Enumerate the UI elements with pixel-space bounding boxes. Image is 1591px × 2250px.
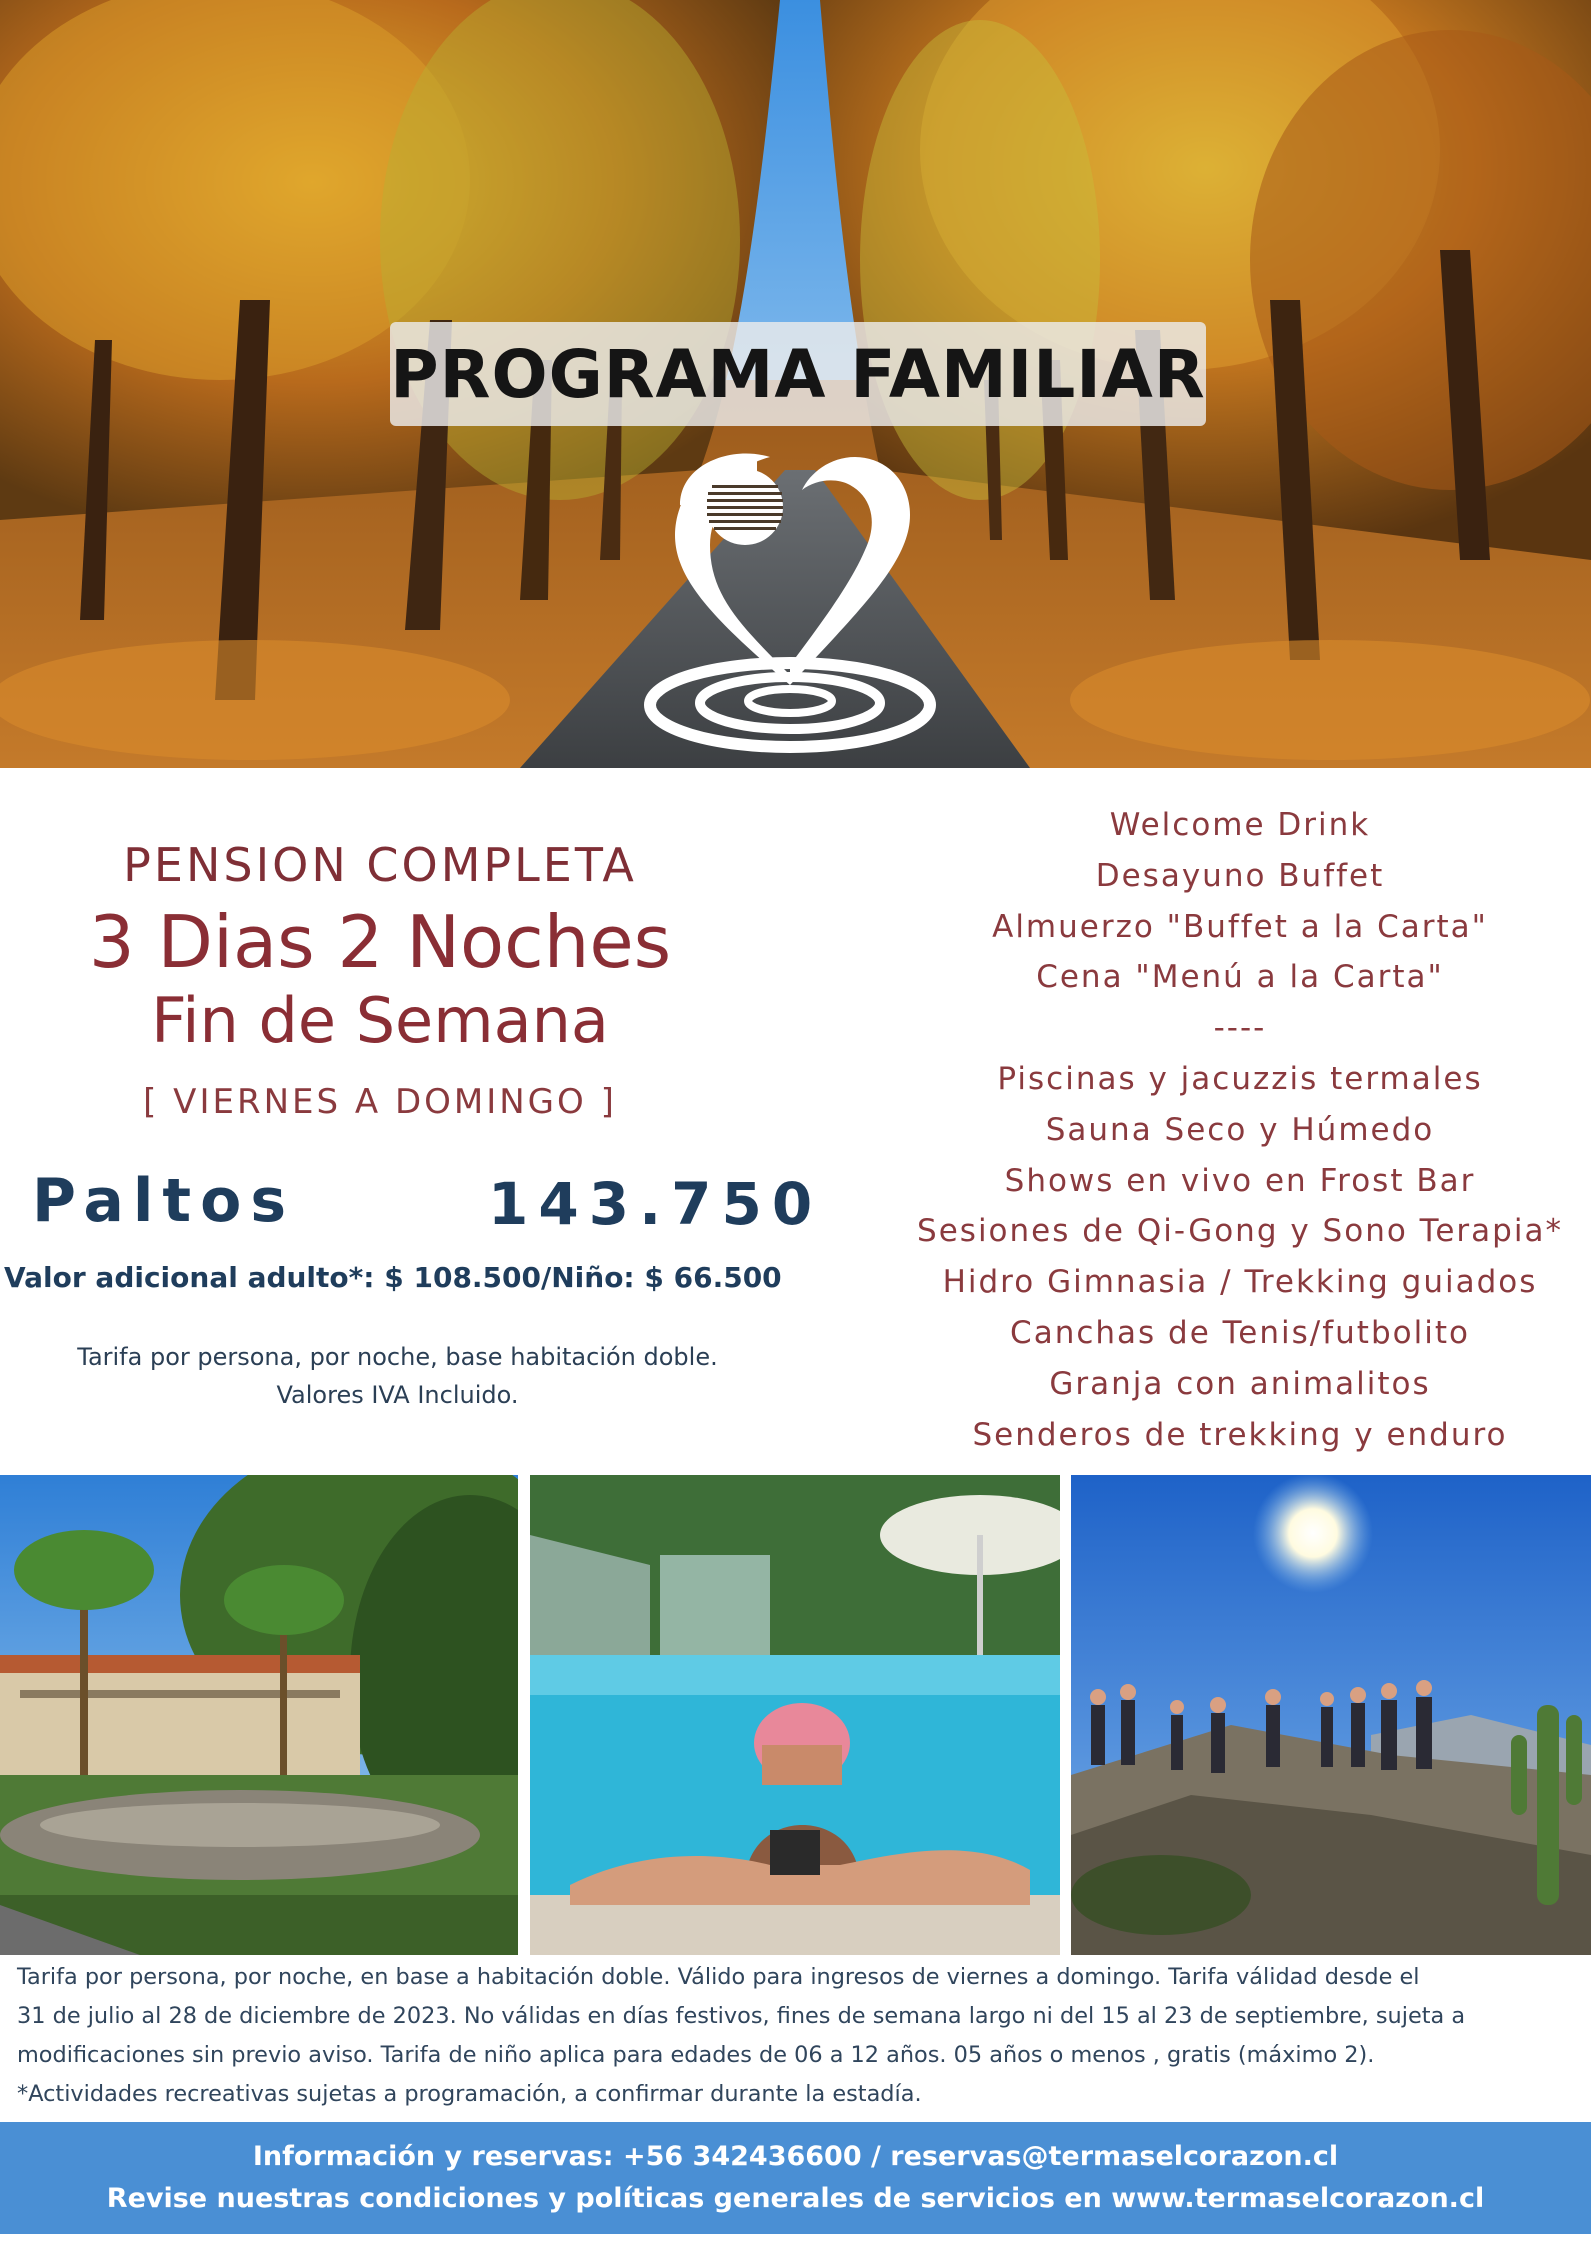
terms-line: 31 de julio al 28 de diciembre de 2023. No válidas en días festivos, fines de semana largo ni del 15 al 23 de septiembre, sujeta a <box>17 2003 1466 2029</box>
amenity-item: Sauna Seco y Húmedo <box>1045 1111 1435 1148</box>
period-heading: Fin de Semana <box>151 984 609 1057</box>
amenity-item: Senderos de trekking y enduro <box>972 1416 1508 1453</box>
rate-note <box>0 1338 795 1414</box>
amenity-item: Granja con animalitos <box>1049 1365 1431 1402</box>
amenity-item: Hidro Gimnasia / Trekking guiados <box>942 1264 1538 1301</box>
board-type: PENSION COMPLETA <box>123 838 637 892</box>
room-type-label: Paltos <box>32 1166 296 1236</box>
terms-line: *Actividades recreativas sujetas a programación, a confirmar durante la estadía. <box>17 2081 922 2107</box>
amenities-list <box>900 800 1580 1460</box>
days-range: [ VIERNES A DOMINGO ] <box>143 1082 617 1122</box>
contact-banner <box>0 2122 1591 2234</box>
terms-and-conditions <box>17 1958 1577 2114</box>
room-price: 143.750 <box>488 1170 823 1238</box>
amenity-item: Sesiones de Qi-Gong y Sono Terapia* <box>917 1213 1563 1250</box>
policies-link[interactable]: Revise nuestras condiciones y políticas generales de servicios en www.termaselcorazon.cl <box>106 2183 1485 2214</box>
amenity-item: Shows en vivo en Frost Bar <box>1004 1162 1476 1199</box>
amenity-item: Piscinas y jacuzzis termales <box>997 1060 1483 1097</box>
contact-info[interactable]: Información y reservas: +56 342436600 / reservas@termaselcorazon.cl <box>252 2141 1339 2172</box>
photo-trekking-group <box>1071 1475 1591 1955</box>
amenity-item: Welcome Drink <box>1109 807 1371 843</box>
terms-line: Tarifa por persona, por noche, en base a habitación doble. Válido para ingresos de viernes a domingo. Tarifa válidad desde el <box>17 1964 1420 1990</box>
photo-strip <box>0 1475 1591 1955</box>
amenity-item: Almuerzo "Buffet a la Carta" <box>992 908 1488 945</box>
amenity-divider: ---- <box>1213 1010 1267 1047</box>
heart-location-logo <box>640 445 940 755</box>
photo-hotel-garden <box>0 1475 518 1955</box>
photo-thermal-pool <box>530 1475 1060 1955</box>
terms-line: modificaciones sin previo aviso. Tarifa de niño aplica para edades de 06 a 12 años. 05 años o menos , gratis (máximo 2). <box>17 2042 1375 2068</box>
amenity-item: Canchas de Tenis/futbolito <box>1010 1314 1470 1351</box>
rate-note-line: Valores IVA Incluido. <box>276 1381 519 1409</box>
amenity-item: Cena "Menú a la Carta" <box>1036 959 1444 996</box>
title-banner <box>390 322 1206 426</box>
rate-note-line: Tarifa por persona, por noche, base habitación doble. <box>77 1343 718 1371</box>
page-title: PROGRAMA FAMILIAR <box>390 335 1206 413</box>
duration-heading: 3 Dias 2 Noches <box>88 900 672 984</box>
additional-rate: Valor adicional adulto*: $ 108.500/Niño: $ 66.500 <box>4 1261 782 1294</box>
amenity-item: Desayuno Buffet <box>1095 857 1385 894</box>
